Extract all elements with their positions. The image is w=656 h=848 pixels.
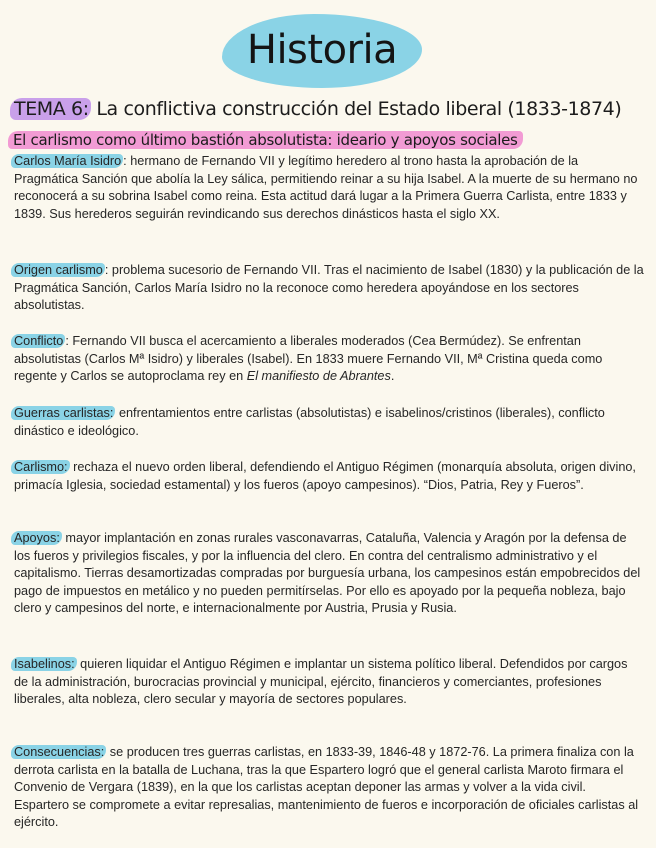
term-label: Carlismo: bbox=[11, 460, 70, 474]
section-paragraph bbox=[14, 656, 644, 709]
section-origen-carlismo bbox=[14, 262, 644, 315]
section-paragraph bbox=[14, 459, 644, 494]
topic-title: La conflictiva construcción del Estado liberal (1833-1874) bbox=[90, 98, 622, 120]
section-conflicto bbox=[14, 333, 644, 386]
term-definition: mayor implantación en zonas rurales vasconavarras, Cataluña, Valencia y Aragón por la defensa de los fueros y privilegios fiscales, y por la influencia del clero. En contra del centralismo administrativo y el capitalismo. Tierras desamortizadas compradas por burguesía urbana, los campesinos están empobrecidos del pago de impuestos en metálico y no pueden permitírselas. Por ello es apoyado por la pequeña nobleza, bajo clero y campesinos del norte, e internacionalmente por Austria, Prusia y Rusia. bbox=[14, 531, 641, 616]
term-label: Origen carlismo bbox=[11, 263, 105, 277]
term-label: Apoyos: bbox=[11, 531, 62, 545]
term-label: Guerras carlistas: bbox=[11, 406, 115, 420]
section-subtitle bbox=[8, 129, 652, 151]
section-apoyos bbox=[14, 530, 644, 618]
term-definition: enfrentamientos entre carlistas (absolutistas) e isabelinos/cristinos (liberales), conflicto dinástico e ideológico. bbox=[14, 406, 605, 438]
term-definition: : Fernando VII busca el acercamiento a liberales moderados (Cea Bermúdez). Se enfrentan absolutistas (Carlos Mª Isidro) y liberales (Isabel). En 1833 muere Fernando VII, Mª Cristina queda como regente y Carlos se autoproclama rey en bbox=[14, 334, 603, 384]
term-definition: se producen tres guerras carlistas, en 1833-39, 1846-48 y 1872-76. La primera finaliza con la derrota carlista en la batalla de Luchana, tras la que Espartero logró que el general carlista Maroto firmara el Convenio de Vergara (1839), en la que los carlistas aceptan deponer las armas y volver a la vida civil. Espartero se compromete a evitar represalias, mantenimiento de fueros e incorporación de oficiales carlistas al ejército. bbox=[14, 745, 639, 830]
section-paragraph bbox=[14, 153, 644, 223]
term-label: Conflicto bbox=[11, 334, 65, 348]
manifesto-title: El manifiesto de Abrantes bbox=[246, 369, 391, 384]
section-guerras-carlistas bbox=[14, 405, 644, 440]
term-definition: : problema sucesorio de Fernando VII. Tras el nacimiento de Isabel (1830) y la publicación de la Pragmática Sanción, Carlos María Isidro no la reconoce como heredera apoyándose en los sectores absolutistas. bbox=[14, 263, 644, 313]
term-definition: rechaza el nuevo orden liberal, defendiendo el Antiguo Régimen (monarquía absoluta, origen divino, primacía Iglesia, sociedad estamental) y los fueros (apoyo campesinos). “Dios, Patria, Rey y Fueros”. bbox=[14, 460, 636, 492]
subtitle-text: El carlismo como último bastión absolutista: ideario y apoyos sociales bbox=[8, 131, 523, 149]
section-paragraph bbox=[14, 333, 644, 386]
section-carlismo bbox=[14, 459, 644, 494]
section-carlos-maria-isidro bbox=[14, 153, 644, 223]
section-paragraph bbox=[14, 530, 644, 618]
topic-number-label: TEMA 6: bbox=[10, 98, 91, 120]
term-label: Carlos María Isidro bbox=[11, 154, 123, 168]
section-paragraph bbox=[14, 262, 644, 315]
topic-heading bbox=[10, 96, 650, 122]
section-paragraph bbox=[14, 744, 644, 832]
section-isabelinos bbox=[14, 656, 644, 709]
term-label: Consecuencias: bbox=[11, 745, 106, 759]
term-definition: quieren liquidar el Antiguo Régimen e implantar un sistema político liberal. Defendidos por cargos de la administración, burocracias provincial y municipal, ejército, financieros y comerciantes, profesiones liberales, alta nobleza, clero secular y mayoría de sectores populares. bbox=[14, 657, 628, 707]
page-title: Historia bbox=[246, 27, 398, 73]
term-definition-end: . bbox=[390, 369, 395, 384]
section-paragraph bbox=[14, 405, 644, 440]
term-definition: : hermano de Fernando VII y legítimo heredero al trono hasta la aprobación de la Pragmática Sanción que abolía la Ley sálica, permitiendo reinar a su hija Isabel. A la muerte de su hermano no reconocerá a su sobrina Isabel como reina. Esta actitud dará lugar a la Primera Guerra Carlista, entre 1833 y 1839. Sus herederos seguirán revindicando sus derechos dinásticos hasta el siglo XX. bbox=[14, 154, 638, 221]
section-consecuencias bbox=[14, 744, 644, 832]
term-label: Isabelinos: bbox=[11, 657, 77, 671]
